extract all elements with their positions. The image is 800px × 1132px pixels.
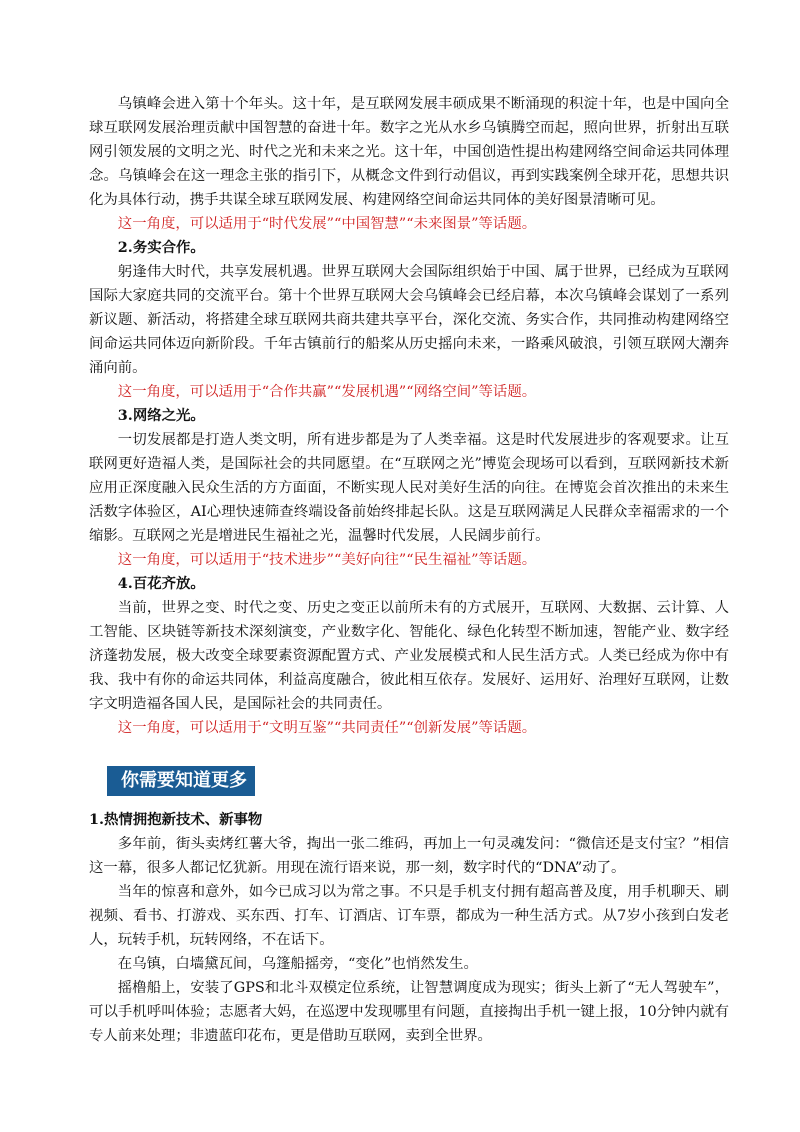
document-body xyxy=(89,92,729,1048)
paragraph-hundred-flowers: 当前，世界之变、时代之变、历史之变正以前所未有的方式展开，互联网、大数据、云计算、人工智能、区块链等新技术深刻演变，产业数字化、智能化、绿色化转型不断加速，智能产业、数字经济蓬勃发展，极大改变全球要素资源配置方式、产业发展模式和人民生活方式。人类已经成为你中有我、我中有你的命运共同体，利益高度融合，彼此相互依存。发展好、运用好、治理好互联网，让数字文明造福各国人民，是国际社会的共同责任。 xyxy=(89,600,729,712)
paragraph-cooperation: 躬逢伟大时代，共享发展机遇。世界互联网大会国际组织始于中国、属于世界，已经成为互联网国际大家庭共同的交流平台。第十个世界互联网大会乌镇峰会已经启幕，本次乌镇峰会谋划了一系列新议题、新活动，将搭建全球互联网共商共建共享平台，深化交流、务实合作，共同推动构建网络空间命运共同体迈向新阶段。千年古镇前行的船桨从历史摇向未来，一路乘风破浪，引领互联网大潮奔涌向前。 xyxy=(89,264,729,376)
section-title-banner: 你需要知道更多 xyxy=(107,766,255,796)
topic-tip-1: 这一角度，可以适用于“时代发展”“中国智慧”“未来图景”等话题。 xyxy=(117,216,537,232)
heading-internet-light: 3.网络之光。 xyxy=(117,407,205,424)
topic-tip-3: 这一角度，可以适用于“技术进步”“美好向往”“民生福祉”等话题。 xyxy=(117,552,537,568)
paragraph-internet-light: 一切发展都是打造人类文明，所有进步都是为了人类幸福。这是时代发展进步的客观要求。让互联网更好造福人类，是国际社会的共同愿望。在“互联网之光”博览会现场可以看到，互联网新技术新应用正深度融入民众生活的方方面面，不断实现人民对美好生活的向往。在博览会首次推出的未来生活数字体验区，AI心理快速筛查终端设备前始终排起长队。这是互联网满足人民群众幸福需求的一个缩影。互联网之光是增进民生福祉之光，温馨时代发展，人民阔步前行。 xyxy=(89,432,729,544)
topic-tip-4: 这一角度，可以适用于“文明互鉴”“共同责任”“创新发展”等话题。 xyxy=(117,720,537,736)
paragraph-wuzhen-change: 在乌镇，白墙黛瓦间，乌篷船摇旁，“变化”也悄然发生。 xyxy=(117,956,478,972)
heading-practical-cooperation: 2.务实合作。 xyxy=(117,239,205,256)
topic-tip-2: 这一角度，可以适用于“合作共赢”“发展机遇”“网络空间”等话题。 xyxy=(117,384,537,400)
paragraph-intro: 乌镇峰会进入第十个年头。这十年，是互联网发展丰硕成果不断涌现的积淀十年，也是中国向全球互联网发展治理贡献中国智慧的奋进十年。数字之光从水乡乌镇腾空而起，照向世界，折射出互联网引领发展的文明之光、时代之光和未来之光。这十年，中国创造性提出构建网络空间命运共同体理念。乌镇峰会在这一理念主张的指引下，从概念文件到行动倡议，再到实践案例全球开花，思想共识化为具体行动，携手共谋全球互联网发展、构建网络空间命运共同体的美好图景清晰可见。 xyxy=(89,96,729,208)
paragraph-qr-code: 多年前，街头卖烤红薯大爷，掏出一张二维码，再加上一句灵魂发问：“微信还是支付宝？”相信这一幕，很多人都记忆犹新。用现在流行语来说，那一刻，数字时代的“DNA”动了。 xyxy=(89,836,729,876)
heading-embrace-new-tech: 1.热情拥抱新技术、新事物 xyxy=(89,811,263,828)
paragraph-smart-wuzhen: 摇橹船上，安装了GPS和北斗双模定位系统，让智慧调度成为现实；街头上新了“无人驾驶车”，可以手机呼叫体验；志愿者大妈，在巡逻中发现哪里有问题，直接掏出手机一键上报，10分钟内就有专人前来处理；非遗蓝印花布，更是借助互联网，卖到全世界。 xyxy=(89,980,729,1044)
heading-hundred-flowers: 4.百花齐放。 xyxy=(117,575,205,592)
paragraph-lifestyle: 当年的惊喜和意外，如今已成习以为常之事。不只是手机支付拥有超高普及度，用手机聊天、刷视频、看书、打游戏、买东西、打车、订酒店、订车票，都成为一种生活方式。从7岁小孩到白发老人，玩转手机，玩转网络，不在话下。 xyxy=(89,884,729,948)
